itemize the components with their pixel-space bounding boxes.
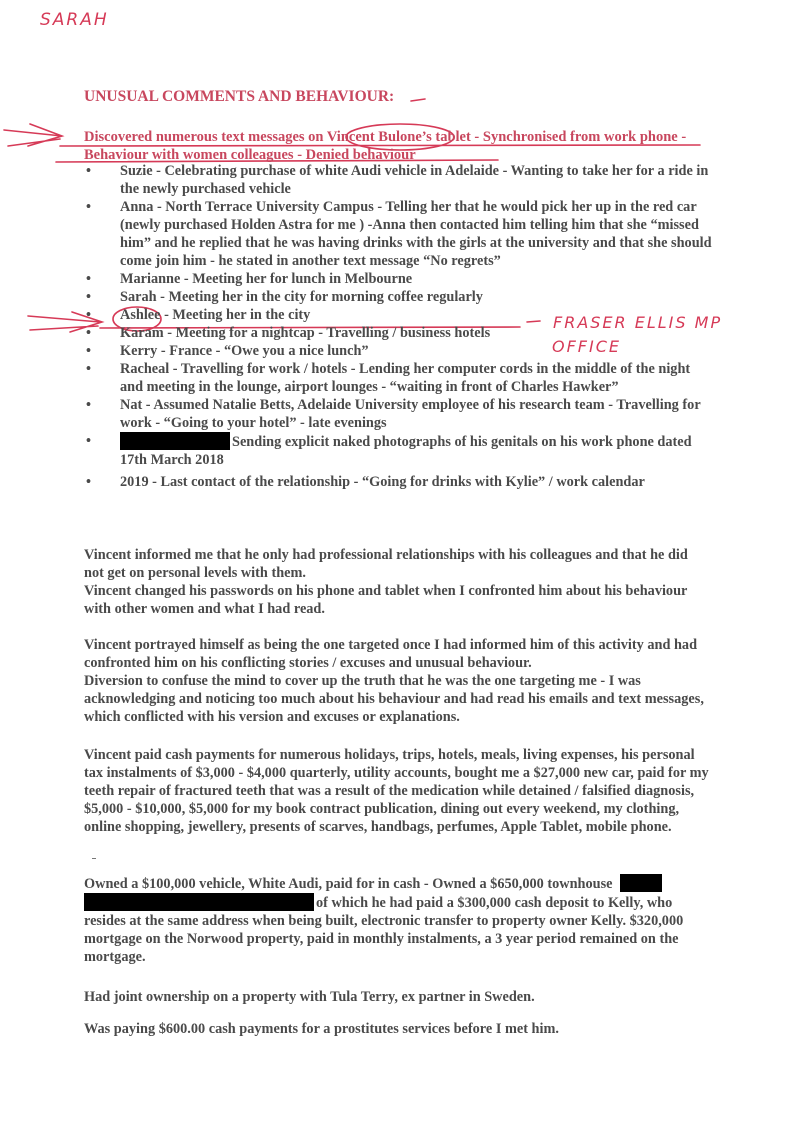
redaction-box: [120, 432, 230, 450]
list-item: • Ashlee - Meeting her in the city: [84, 306, 714, 324]
redaction-box: [84, 893, 314, 911]
list-item: • Anna - North Terrace University Campus - Telling her that he would pick her up in the red car (newly purchased Holden Astra for me ) -Anna then contacted him telling him that she “missed him” and he replied that he was having drinks with the girls at the university and that she should come join him - he stated in another text message “No regrets”: [84, 198, 714, 270]
intro-text-1: Discovered numerous text messages on: [84, 129, 327, 145]
list-item-text: Sending explicit naked photographs of his genitals on his work phone dated 17th March 2018: [120, 434, 692, 468]
paragraph-4: Diversion to confuse the mind to cover up the truth that he was the one targeting me - I was acknowledging and noticing too much about his behaviour and had read his emails and text messages, which conflicted with his version and excuses or explanations.: [84, 673, 704, 725]
paragraph-2: Vincent changed his passwords on his phone and tablet when I confronted him about his behaviour with other women and what I had read.: [84, 583, 688, 617]
list-item: • Nat - Assumed Natalie Betts, Adelaide University employee of his research team - Travelling for work - “Going to your hotel” - late evenings: [84, 396, 714, 432]
heading-dash-mark: [411, 99, 425, 101]
paragraph-6: [84, 874, 710, 966]
decorative-dash: [92, 858, 96, 859]
list-item: • Marianne - Meeting her for lunch in Melbourne: [84, 270, 714, 288]
paragraph-6-text-a: Owned a $100,000 vehicle, White Audi, paid for in cash - Owned a $650,000 townhouse: [84, 876, 613, 892]
paragraph-3: Vincent portrayed himself as being the one targeted once I had informed him of this activity and had confronted him on his conflicting stories / excuses and unusual behaviour.: [84, 637, 698, 671]
section-heading: UNUSUAL COMMENTS AND BEHAVIOUR:: [84, 88, 395, 105]
list-item: • Sarah - Meeting her in the city for morning coffee regularly: [84, 288, 714, 306]
paragraph-8: Was paying $600.00 cash payments for a prostitutes services before I met him.: [84, 1021, 559, 1037]
list-item: • Racheal - Travelling for work / hotels - Lending her computer cords in the middle of the night and meeting in the lounge, airport lounges - “waiting in front of Charles Hawker”: [84, 360, 714, 396]
contacts-list: [84, 162, 714, 491]
list-item: • 2019 - Last contact of the relationship - “Going for drinks with Kylie” / work calendar: [84, 473, 714, 491]
handwritten-note-line1: FRASER ELLIS MP: [553, 313, 723, 332]
handwritten-name: SARAH: [40, 10, 109, 30]
list-item: • Kerry - France - “Owe you a nice lunch”: [84, 342, 714, 360]
intro-paragraph: [84, 128, 704, 164]
paragraph-7: Had joint ownership on a property with Tula Terry, ex partner in Sweden.: [84, 989, 535, 1005]
handwritten-note-line2: OFFICE: [552, 337, 621, 356]
paragraph-6-text-b: of which he had paid a $300,000 cash deposit to Kelly, who resides at the same address when being built, electronic transfer to property owner Kelly. $320,000 mortgage on the Norwood property, paid in monthly instalments, a 3 year period remained on the mortgage.: [84, 895, 684, 965]
redaction-box: [620, 874, 662, 892]
intro-text-2: tablet - Synchronised from work phone - Behaviour with women colleagues - Denied behaviour: [84, 129, 687, 163]
intro-name: Vincent Bulone’s: [326, 129, 432, 145]
paragraph-5: Vincent paid cash payments for numerous holidays, trips, hotels, meals, living expenses, his personal tax instalments of $3,000 - $4,000 quarterly, utility accounts, bought me a $27,000 new car, paid for my teeth repair of fractured teeth that was a result of the medication while detained / falsified diagnosis, $5,000 - $10,000, $5,000 for my book contract publication, dining out every weekend, my clothing, online shopping, jewellery, presents of scarves, handbags, perfumes, Apple Tablet, mobile phone.: [84, 747, 709, 835]
paragraph-1: Vincent informed me that he only had professional relationships with his colleagues and that he did not get on personal levels with them.: [84, 547, 688, 581]
list-item: • Karam - Meeting for a nightcap - Travelling / business hotels: [84, 324, 714, 342]
list-item: • Suzie - Celebrating purchase of white Audi vehicle in Adelaide - Wanting to take her for a ride in the newly purchased vehicle: [84, 162, 714, 198]
list-item-redacted: [84, 432, 714, 469]
arrow-intro: [4, 124, 62, 146]
